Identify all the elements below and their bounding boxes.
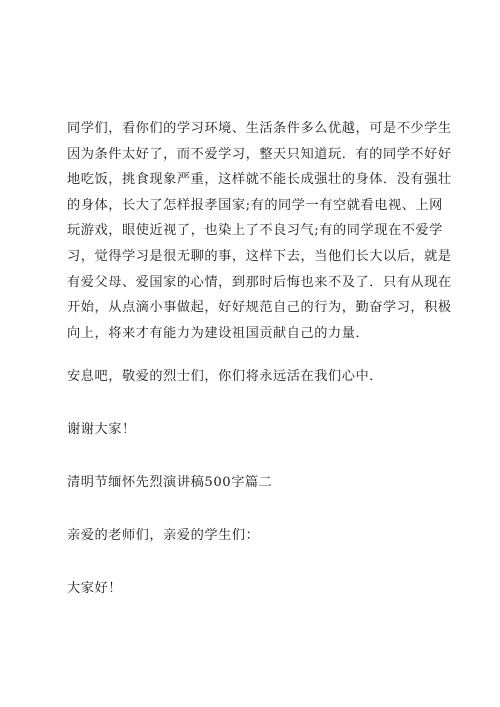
document-body [67, 116, 452, 599]
paragraph-thanks: 谢谢大家！ [67, 422, 136, 438]
salutation: 亲爱的老师们，亲爱的学生们： [67, 528, 260, 544]
greeting: 大家好！ [67, 581, 122, 597]
paragraph-line: 同学们，看你们的学习环境、生活条件多么优越，可是不少学生 [67, 121, 452, 136]
paragraph-line: 地吃饭，挑食现象严重，这样就不能长成强壮的身体．没有强壮 [67, 172, 452, 188]
paragraph-line: 的身体，长大了怎样报孝国家;有的同学一有空就看电视、上网 [67, 197, 443, 213]
paragraph-line: 玩游戏，眼使近视了，也染上了不良习气;有的同学现在不爱学 [67, 223, 443, 239]
section-heading: 清明节缅怀先烈演讲稿500字篇二 [67, 475, 273, 491]
paragraph-line: 有爱父母、爱国家的心情，到那时后悔也来不及了．只有从现在 [67, 274, 452, 290]
paragraph-line: 开始，从点滴小事做起，好好规范自己的行为，勤奋学习，积极 [67, 300, 452, 316]
paragraph-line: 向上，将来才有能力为建设祖国贡献自己的力量． [67, 325, 370, 341]
paragraph-line: 习，觉得学习是很无聊的事，这样下去，当他们长大以后，就是 [67, 248, 452, 264]
paragraph-main [67, 116, 452, 346]
paragraph-line: 因为条件太好了，而不爱学习，整天只知道玩．有的同学不好好 [67, 146, 452, 162]
paragraph-farewell: 安息吧，敬爱的烈士们，你们将永远活在我们心中． [67, 369, 383, 385]
